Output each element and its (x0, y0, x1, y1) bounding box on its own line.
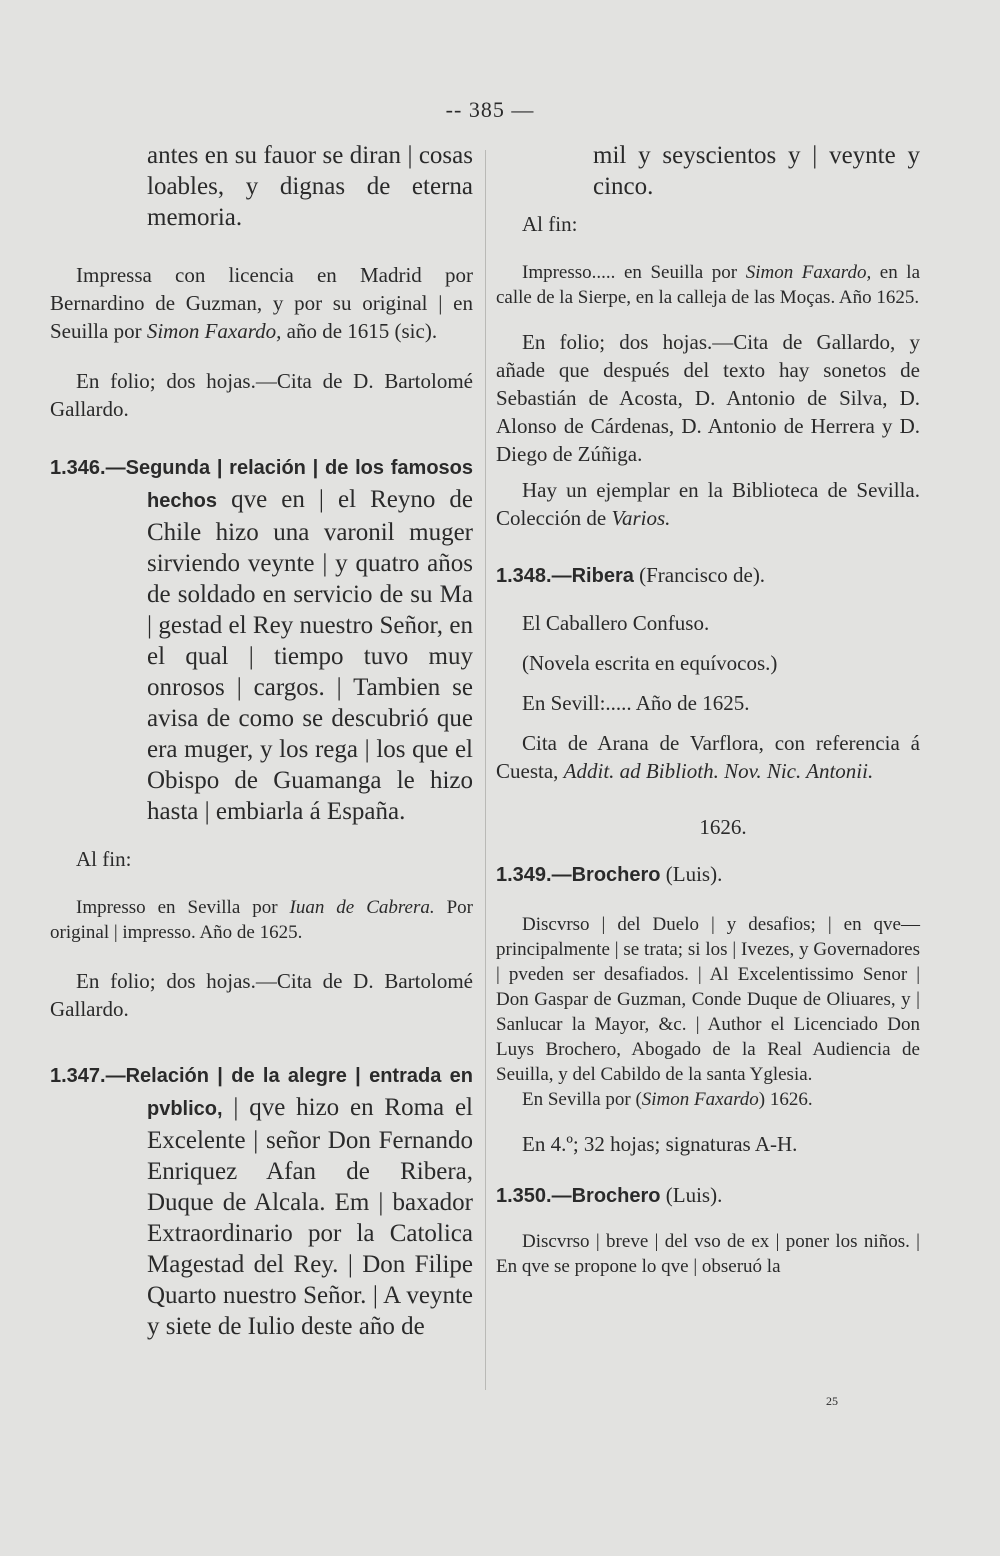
work-imprint: En Sevill:..... Año de 1625. (522, 691, 750, 715)
entry-text: (Luis). (660, 862, 723, 886)
entry-number: 1.348. (496, 565, 552, 587)
entry-1347 (50, 1059, 473, 1342)
intro-verse: antes en su fauor se diran | cosas loables, y dignas de eterna memoria. (147, 142, 473, 231)
entry-1348 (496, 560, 920, 591)
entry-number: 1.347. (50, 1065, 106, 1087)
printer-name: Simon Faxardo, (745, 262, 872, 283)
colophon: Impresso en Sevilla por Iuan de Cabrera. Por original | impresso. Año de 1625. (50, 897, 473, 943)
entry-number: 1.350. (496, 1185, 552, 1207)
entry-title: —Segunda | relación | de los famosos hechos (105, 457, 473, 512)
library-note: Hay un ejemplar en la Biblioteca de Sevilla. Colección de Varios. (496, 478, 920, 530)
work-subtitle: (Novela escrita en equívocos.) (522, 651, 778, 675)
entry-title: —Relación | de la alegre | entrada en pvblico, (105, 1065, 473, 1120)
right-column (496, 140, 920, 1279)
al-fin-label: Al fin: (522, 212, 578, 236)
page-number: -- 385 — (445, 97, 535, 122)
work-title: El Caballero Confuso. (522, 611, 710, 635)
entry-text: (Luis). (660, 1183, 723, 1207)
bibliographic-note: En 4.º; 32 hojas; signaturas A-H. (522, 1132, 798, 1156)
bibliographic-note: Cita de Arana de Varflora, con referencia á Cuesta, Addit. ad Biblioth. Nov. Nic. Antonii. (496, 731, 920, 783)
entry-text: | qve hizo en Roma el Excelente | señor Don Fernando Enriquez Afan de Ribera, Duque de Alcala. Em | baxador Extraordinario por la Catolica Magestad del Rey. | Don Filipe Quarto nuestro Señor. | A veynte y siete de Iulio deste año de (147, 1094, 473, 1340)
left-column (50, 140, 473, 1342)
bibliographic-note: En folio; dos hojas.—Cita de D. Bartolomé Gallardo. (50, 969, 473, 1021)
entry-number: 1.346. (50, 457, 106, 479)
entry-number: 1.349. (496, 864, 552, 886)
signature-mark: 25 (826, 1394, 838, 1408)
bibliographic-note: En folio; dos hojas.—Cita de Gallardo, y añade que después del texto hay sonetos de Sebastián de Acosta, D. Antonio de Silva, D. Alonso de Cárdenas, D. Antonio de Herrera y D. Diego de Zúñiga. (496, 330, 920, 466)
year-heading: 1626. (699, 815, 747, 839)
entry-title: —Brochero (551, 1185, 661, 1207)
entry-text: qve en | el Reyno de Chile hizo una varonil muger sirviendo veynte | y quatro años de soldado en servicio de su Ma | gestad el Rey nuestro Señor, en el qual | tiempo tuvo muy onrosos | cargos. | Tambien se avisa de como se descubrió que era muger, y los rega | los que el Obispo de Guamanga le hizo hasta | embiarla á España. (147, 486, 473, 825)
entry-1346 (50, 451, 473, 827)
entry-title: —Ribera (551, 565, 634, 587)
column-divider (485, 150, 486, 1390)
printer-name: Iuan de Cabrera. (289, 897, 435, 918)
entry-text: (Francisco de). (633, 563, 766, 587)
entry-1349 (496, 859, 920, 890)
bibliographic-note: En folio; dos hojas.—Cita de D. Bartolomé Gallardo. (50, 369, 473, 421)
entry-imprint: En Sevilla por (Simon Faxardo) 1626. (522, 1089, 813, 1110)
al-fin-label: Al fin: (76, 847, 132, 871)
continued-verse: mil y seyscientos y | veynte y cinco. (593, 142, 920, 200)
colophon: Impressa con licencia en Madrid por Bernardino de Guzman, y por su original | en Seuilla por Simon Faxardo, año de 1615 (sic). (50, 263, 473, 343)
entry-title: —Brochero (551, 864, 661, 886)
entry-1350 (496, 1180, 920, 1211)
entry-description: Discvrso | del Duelo | y desafios; | en qve—principalmente | se trata; si los | Ivezes, y Governadores | pveden ser desafiados. | Al Excelentissimo Senor | Don Gaspar de Guzman, Conde Duque de Oliuares, y | Sanlucar la Mayor, &c. | Author el Licenciado Don Luys Brochero, Abogado de la Real Audiencia de Seuilla, y del Cabildo de la santa Yglesia. (496, 914, 920, 1085)
printer-name: Simon Faxardo, (146, 319, 282, 343)
colophon: Impresso..... en Seuilla por Simon Faxardo, en la calle de la Sierpe, en la calleja de las Moças. Año 1625. (496, 262, 920, 308)
entry-description: Discvrso | breve | del vso de ex | poner los niños. | En qve se propone lo qve | obseruó la (496, 1231, 920, 1277)
